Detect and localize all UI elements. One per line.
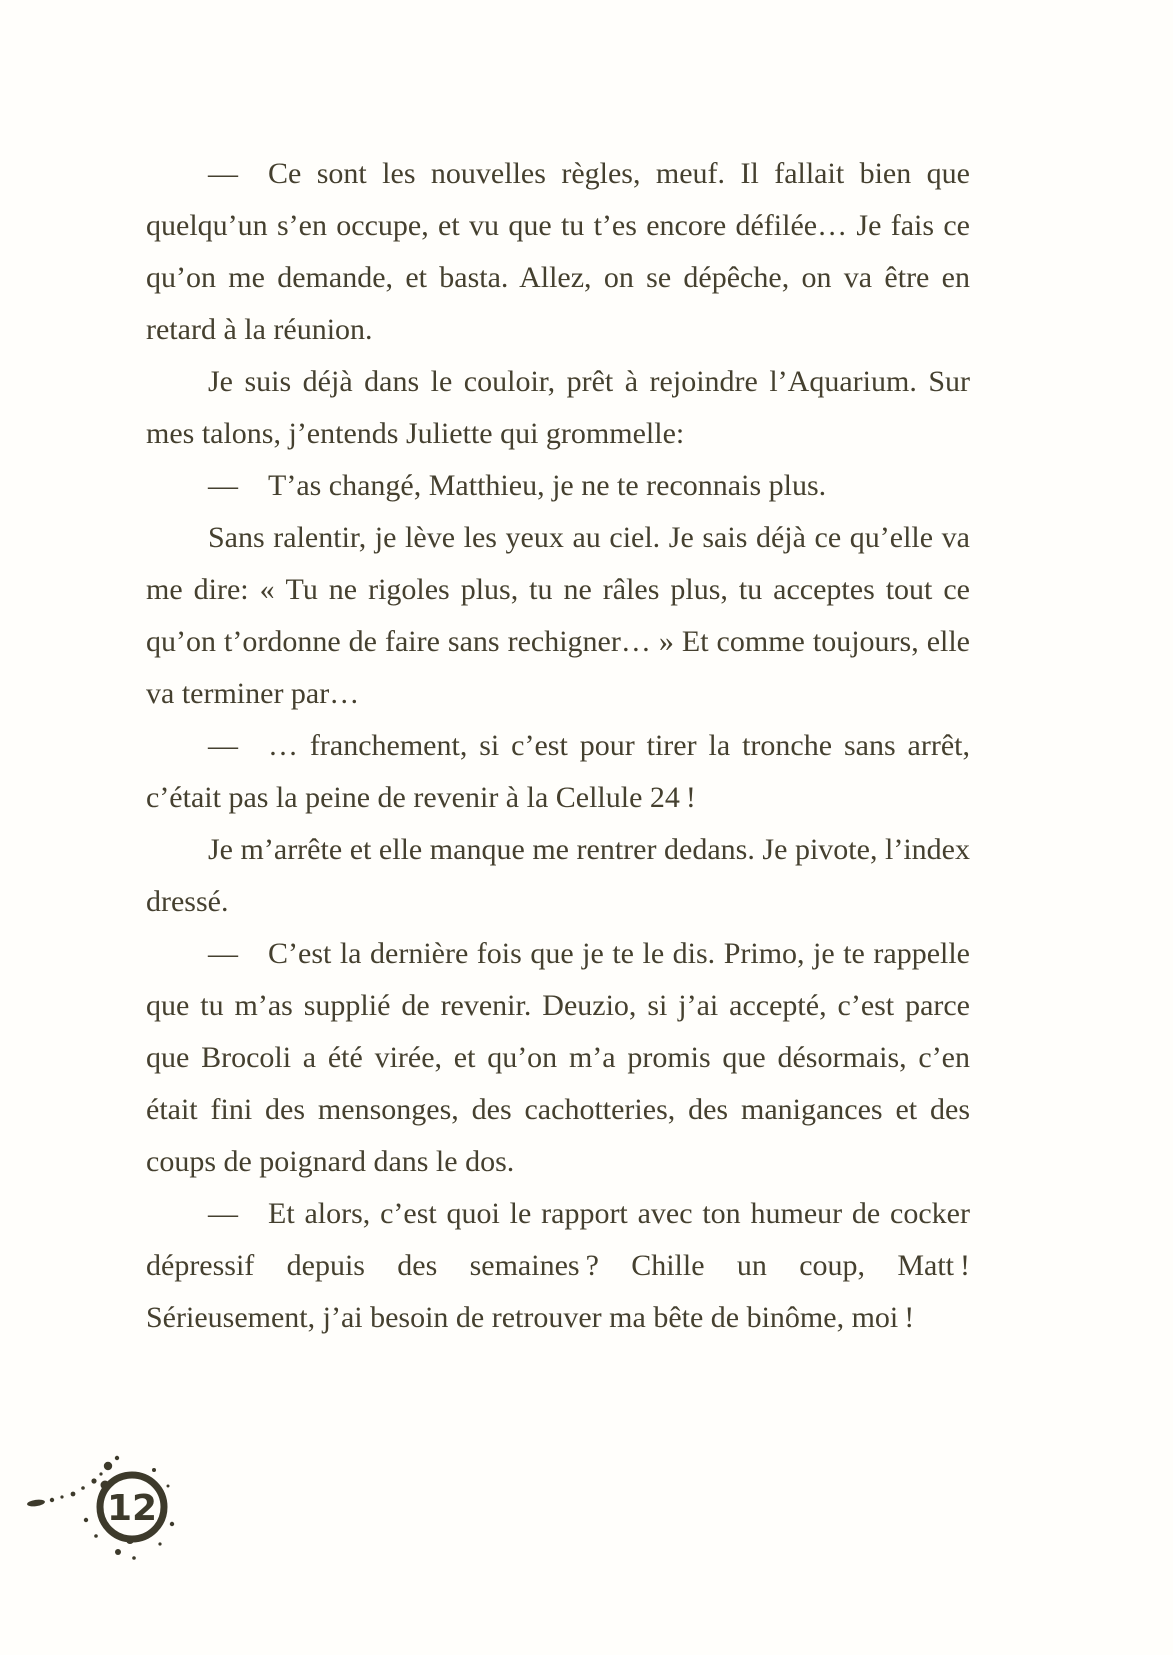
paragraph: — T’as changé, Matthieu, je ne te reconnais plus. xyxy=(208,469,827,502)
paragraph: Sans ralentir, je lève les yeux au ciel. Je sais déjà ce qu’elle va me dire: « Tu ne rigoles plus, tu ne râles plus, tu acceptes tout ce qu’on t’ordonne de faire sans rechigner… » Et comme toujours, elle va terminer par… xyxy=(146,521,970,710)
paragraph: — Ce sont les nouvelles règles, meuf. Il fallait bien que quelqu’un s’en occupe, et vu que tu t’es encore défilée… Je fais ce qu’on me demande, et basta. Allez, on se dépêche, on va être en retard à la réunion. xyxy=(146,157,970,346)
body-text xyxy=(146,148,970,1344)
paragraph: — Et alors, c’est quoi le rapport avec ton humeur de cocker dépressif depuis des semaines ? Chille un coup, Matt ! Sérieusement, j’ai besoin de retrouver ma bête de binôme, moi ! xyxy=(146,1197,970,1334)
ink-splat-icon xyxy=(22,1448,192,1568)
paragraph: Je m’arrête et elle manque me rentrer dedans. Je pivote, l’index dressé. xyxy=(146,833,970,918)
paragraph: Je suis déjà dans le couloir, prêt à rejoindre l’Aquarium. Sur mes talons, j’entends Juliette qui grommelle: xyxy=(146,365,970,450)
paragraph: — … franchement, si c’est pour tirer la tronche sans arrêt, c’était pas la peine de revenir à la Cellule 24 ! xyxy=(146,729,970,814)
paragraph: — C’est la dernière fois que je te le dis. Primo, je te rappelle que tu m’as supplié de revenir. Deuzio, si j’ai accepté, c’est parce que Brocoli a été virée, et qu’on m’a promis que désormais, c’en était fini des mensonges, des cachotteries, des manigances et des coups de poignard dans le dos. xyxy=(146,937,970,1178)
page-number-badge xyxy=(22,1448,192,1568)
page-number: 12 xyxy=(106,1488,158,1529)
